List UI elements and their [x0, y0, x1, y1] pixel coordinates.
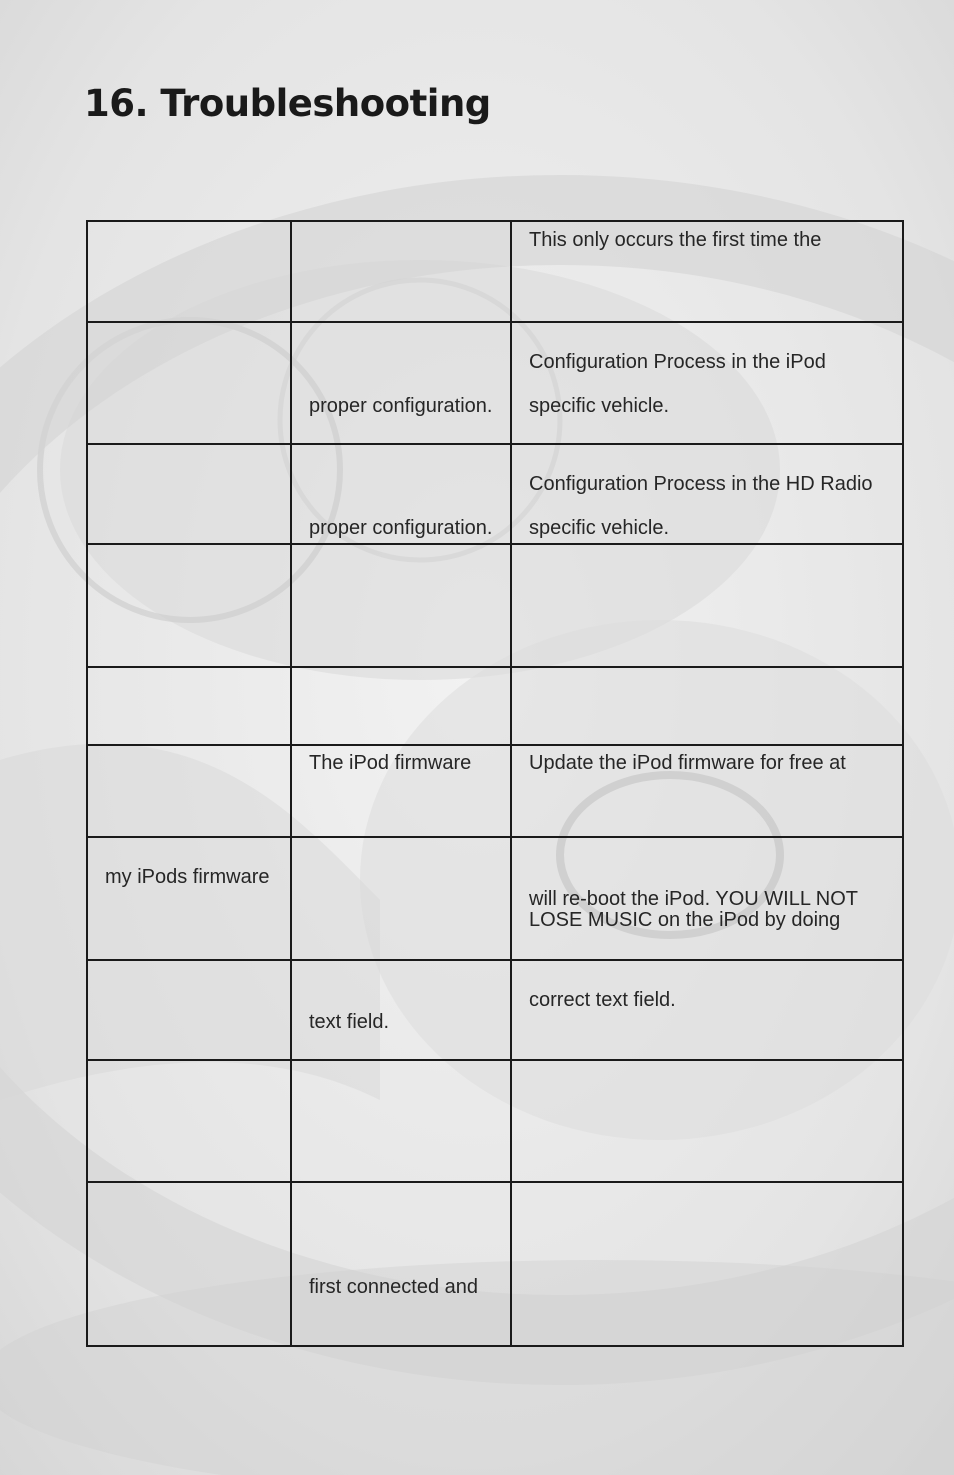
- column-divider: [290, 222, 292, 1345]
- table-cell-cause: The iPod firmware: [309, 752, 472, 774]
- table-cell-solution: LOSE MUSIC on the iPod by doing: [529, 909, 841, 931]
- table-cell-problem: my iPods firmware: [105, 866, 270, 888]
- row-divider: [88, 959, 902, 961]
- row-divider: [88, 321, 902, 323]
- table-cell-solution: specific vehicle.: [529, 517, 670, 539]
- table-cell-solution: specific vehicle.: [529, 395, 670, 417]
- table-cell-solution: This only occurs the first time the: [529, 229, 822, 251]
- table-cell-solution: Configuration Process in the iPod: [529, 351, 826, 373]
- row-divider: [88, 1059, 902, 1061]
- row-divider: [88, 836, 902, 838]
- table-cell-solution: will re-boot the iPod. YOU WILL NOT: [529, 888, 859, 910]
- row-divider: [88, 443, 902, 445]
- table-cell-cause: text field.: [309, 1011, 390, 1033]
- column-divider: [510, 222, 512, 1345]
- row-divider: [88, 1181, 902, 1183]
- table-cell-solution: correct text field.: [529, 989, 676, 1011]
- row-divider: [88, 666, 902, 668]
- table-cell-solution: Configuration Process in the HD Radio: [529, 473, 873, 495]
- table-cell-cause: first connected and: [309, 1276, 478, 1298]
- table-cell-cause: proper configuration.: [309, 395, 493, 417]
- troubleshooting-table: [86, 220, 904, 1347]
- table-cell-cause: proper configuration.: [309, 517, 493, 539]
- table-cell-solution: Update the iPod firmware for free at: [529, 752, 846, 774]
- page-title: 16. Troubleshooting: [84, 82, 491, 125]
- row-divider: [88, 744, 902, 746]
- row-divider: [88, 543, 902, 545]
